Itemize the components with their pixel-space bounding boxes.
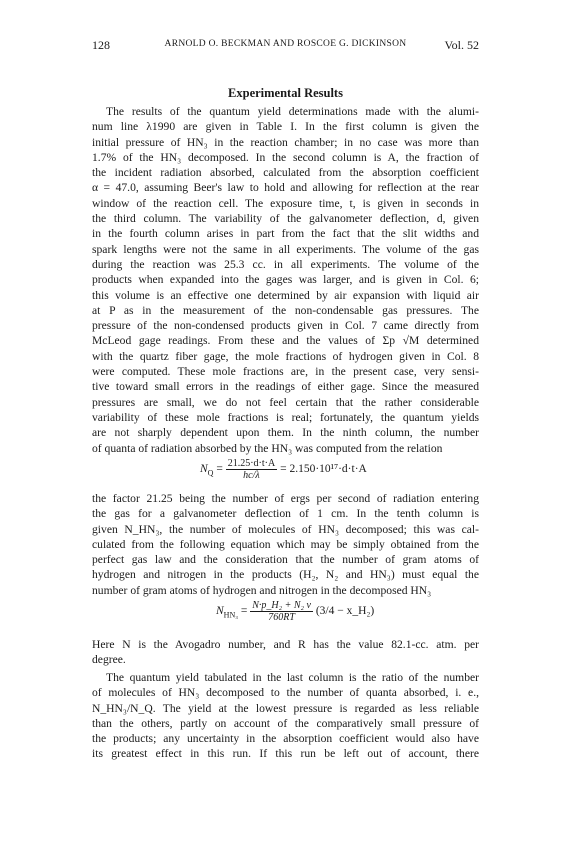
eq2-rhs: (3/4 − x_H₂) (315, 605, 375, 618)
text-line: tive toward small errors in the readings of either gage. Since the measured (92, 380, 479, 394)
text-line: during the reaction was 25.3 cc. in all experiments. The volume of the (92, 257, 479, 271)
text-line: this volume is an effective one determined by air expansion with liquid air (92, 288, 479, 302)
text-line: The results of the quantum yield determinations made with the alumi- (106, 105, 479, 118)
running-header (92, 38, 479, 56)
eq1-denominator: hc/λ (243, 470, 260, 481)
text-line: the products; any uncertainty in the absorption coefficient would also have (92, 732, 479, 746)
text-line: 1.7% of the HN₃ decomposed. In the second column is A, the fraction of (92, 150, 479, 164)
text-line: the third column. The variability of the galvanometer deflection, d, given (92, 212, 479, 226)
eq2-fraction (250, 600, 313, 623)
text-line: with the quartz fiber gage, the mole fractions of hydrogen given in Col. 8 (92, 349, 479, 363)
text-line: pressure of the non-condensed products given in Col. 7 came directly from (92, 319, 479, 333)
text-line: N_HN₃/N_Q. The yield at the lowest pressure is regarded as less reliable (92, 701, 479, 715)
text-line: products when expanded into the gages was larger, and is given in Col. 6; (92, 273, 479, 287)
text-line: than the others, partly on account of the comparatively small pressure of (92, 716, 479, 730)
text-line: its greatest effect in this run. If this run be left out of account, there (92, 747, 479, 761)
text-line: given N_HN₃, the number of molecules of HN₃ decomposed; this was cal- (92, 522, 479, 536)
text-line: McLeod gage readings. From these and the values of Σp √M determined (92, 334, 479, 348)
text-line: spark lengths were not the same in all experiments. The volume of the gas (92, 242, 479, 256)
eq2-lhs: N (216, 605, 224, 618)
page-number: 128 (92, 38, 110, 52)
running-head-authors: ARNOLD O. BECKMAN AND ROSCOE G. DICKINSON (164, 39, 407, 49)
text-line: the incident radiation absorbed, calculated from the absorption coefficient (92, 166, 479, 180)
text-line: hydrogen and nitrogen in the products (H₂, N₂ and HN₃) must equal the (92, 568, 479, 582)
eq1-rhs: = 2.150·10¹⁷·d·t·A (280, 463, 367, 476)
volume-label: Vol. 52 (444, 38, 479, 52)
paragraph-quantum-yield (92, 670, 479, 762)
eq1-numerator: 21.25·d·t·A (227, 458, 276, 469)
paragraph-avogadro (92, 637, 479, 668)
section-title: Experimental Results (228, 86, 343, 100)
text-line: are not sharply dependent upon them. In the ninth column, the number (92, 426, 479, 440)
text-line: initial pressure of HN₃ in the reaction chamber; in no case was more than (92, 135, 479, 149)
text-line: were computed. These mole fractions are, in the present case, very sensi- (92, 365, 479, 379)
text-line: degree. (92, 653, 126, 667)
paragraph-molecules (92, 491, 479, 598)
eq2-lhs-sub: HN₃ (223, 610, 239, 620)
text-line: variability of these mole fractions is real; fortunately, the quantum yields (92, 410, 479, 424)
text-line: the factor 21.25 being the number of ergs per second of radiation entering (92, 492, 479, 505)
text-line: in the fourth column arises in part from the fact that the slit widths and (92, 227, 479, 241)
text-line: of molecules of HN₃ decomposed to the number of quanta absorbed, i. e., (92, 686, 479, 700)
text-line: the gas for a galvanometer deflection of 1 cm. In the tenth column is (92, 507, 479, 521)
text-line: at P as in the measurement of the non-condensable gas pressures. The (92, 303, 479, 317)
text-line: num line λ1990 are given in Table I. In the first column is given the (92, 120, 479, 134)
equation-quanta: $N_Q$ = $\frac{21.25\cdot d\cdot t\cdot A}{hc/\lambda}$ = 2.150·10¹⁷·d·t·A (200, 458, 367, 481)
text-line: pressures are small, we do not feel certain that the rather considerable (92, 395, 479, 409)
text-line: culated from the following equation which may be simply obtained from the (92, 537, 479, 551)
text-line: window of the reaction cell. The exposure time, t, is given in seconds in (92, 196, 479, 210)
text-line: Here N is the Avogadro number, and R has the value 82.1-cc. atm. per (92, 638, 479, 651)
equation-molecules: $N_{HN_3}$ = $\frac{\text{N·p\_H₂ + N₂ v}}{760RT}$ (3/4 − x_H₂) (216, 600, 375, 623)
eq2-numerator: N·p_H₂ + N₂ v (252, 600, 311, 611)
text-line: perfect gas law and the consideration that the number of gram atoms of (92, 553, 479, 567)
eq2-denominator: 760RT (268, 612, 295, 623)
text-line: The quantum yield tabulated in the last column is the ratio of the number (106, 671, 479, 684)
text-line: number of gram atoms of hydrogen and nitrogen in the decomposed HN₃ (92, 583, 432, 597)
text-line: of quanta of radiation absorbed by the HN₃ was computed from the relation (92, 441, 443, 455)
paragraph-results-intro (92, 104, 479, 456)
eq1-lhs-sub: Q (207, 468, 214, 478)
eq1-fraction (226, 458, 278, 481)
eq1-lhs: N (200, 463, 208, 476)
text-line: α = 47.0, assuming Beer's law to hold and allowing for reflection at the rear (92, 181, 479, 195)
